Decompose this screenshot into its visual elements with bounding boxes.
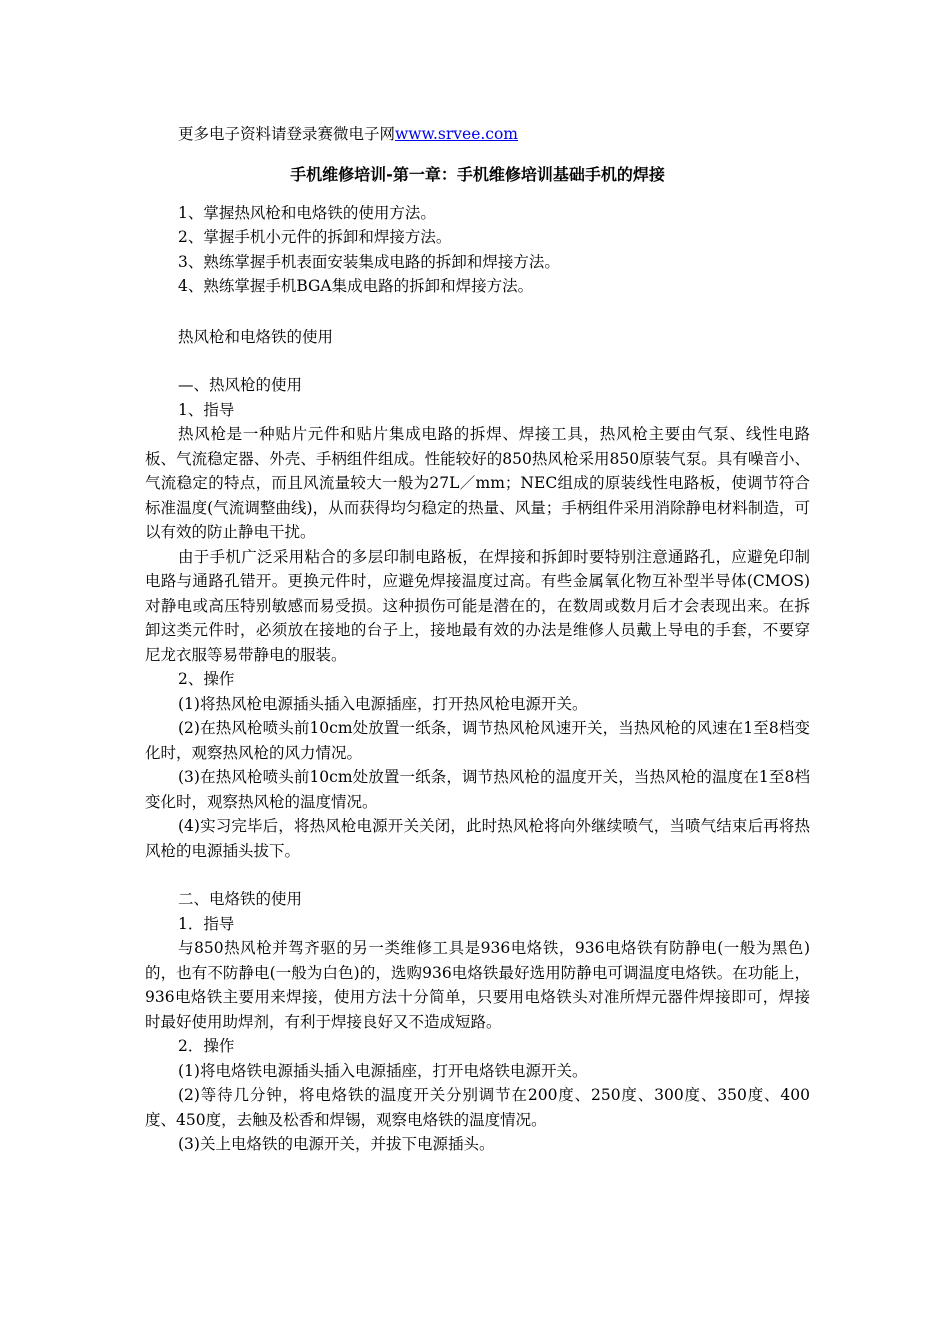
- header-line: [145, 122, 810, 147]
- part1-op-step: (4)实习完毕后，将热风枪电源开关关闭，此时热风枪将向外继续喷气，当喷气结束后再将热风枪的电源插头拔下。: [145, 817, 810, 860]
- part2-heading: 二、电烙铁的使用: [178, 890, 303, 908]
- part1-guide-heading: 1、指导: [178, 400, 235, 419]
- part2-op-step: (3)关上电烙铁的电源开关，并拔下电源插头。: [178, 1135, 495, 1153]
- document-page: [145, 122, 810, 1157]
- part1-op-step: (1)将热风枪电源插头插入电源插座，打开热风枪电源开关。: [178, 694, 588, 713]
- objective-item: 1、掌握热风枪和电烙铁的使用方法。: [178, 203, 436, 222]
- objective-item: 4、熟练掌握手机BGA集成电路的拆卸和焊接方法。: [178, 277, 534, 295]
- document-title: 手机维修培训-第一章：手机维修培训基础手机的焊接: [290, 164, 665, 184]
- section-heading: 热风枪和电烙铁的使用: [178, 327, 334, 346]
- objective-item: 2、掌握手机小元件的拆卸和焊接方法。: [178, 228, 452, 246]
- part1-guide-paragraph: 由于手机广泛采用粘合的多层印制电路板，在焊接和拆卸时要特别注意通路孔，应避免印制电路与通路孔错开。更换元件时，应避免焊接温度过高。有些金属氧化物互补型半导体(CMOS)对静电或高压特别敏感而易受损。这种损伤可能是潜在的，在数周或数月后才会表现出来。在拆卸这类元件时，必须放在接地的台子上，接地最有效的办法是维修人员戴上导电的手套，不要穿尼龙衣服等易带静电的服装。: [145, 547, 810, 664]
- objectives-list: [145, 201, 810, 299]
- part1-heading: —、热风枪的使用: [178, 376, 303, 394]
- part2-op-step: (2)等待几分钟，将电烙铁的温度开关分别调节在200度、250度、300度、350度、400度、450度，去触及松香和焊锡，观察电烙铁的温度情况。: [145, 1086, 810, 1129]
- part2-guide-heading: 1．指导: [178, 914, 235, 933]
- site-link[interactable]: www.srvee.com: [395, 125, 519, 143]
- part1-guide-paragraph: 热风枪是一种贴片元件和贴片集成电路的拆焊、焊接工具，热风枪主要由气泵、线性电路板、气流稳定器、外壳、手柄组件组成。性能较好的850热风枪采用850原装气泵。具有噪音小、气流稳定的特点，而且风流量较大一般为27L／mm；NEC组成的原装线性电路板，使调节符合标准温度(气流调整曲线)，从而获得均匀稳定的热量、风量；手柄组件采用消除静电材料制造，可以有效的防止静电干扰。: [145, 425, 810, 541]
- part2-op-step: (1)将电烙铁电源插头插入电源插座，打开电烙铁电源开关。: [178, 1061, 588, 1080]
- part1-op-step: (2)在热风枪喷头前10cm处放置一纸条，调节热风枪风速开关，当热风枪的风速在1至8档变化时，观察热风枪的风力情况。: [145, 719, 810, 762]
- header-prefix: 更多电子资料请登录赛微电子网: [178, 125, 396, 143]
- part2-guide-paragraph: 与850热风枪并驾齐驱的另一类维修工具是936电烙铁，936电烙铁有防静电(一般为黑色)的，也有不防静电(一般为白色)的，选购936电烙铁最好选用防静电可调温度电烙铁。在功能上，936电烙铁主要用来焊接，使用方法十分简单，只要用电烙铁头对准所焊元器件焊接即可，焊接时最好使用助焊剂，有利于焊接良好又不造成短路。: [145, 939, 810, 1031]
- part1-op-step: (3)在热风枪喷头前10cm处放置一纸条，调节热风枪的温度开关，当热风枪的温度在1至8档变化时，观察热风枪的温度情况。: [145, 768, 810, 811]
- part1-op-heading: 2、操作: [178, 670, 235, 688]
- part2-op-heading: 2．操作: [178, 1037, 235, 1055]
- objective-item: 3、熟练掌握手机表面安装集成电路的拆卸和焊接方法。: [178, 252, 560, 271]
